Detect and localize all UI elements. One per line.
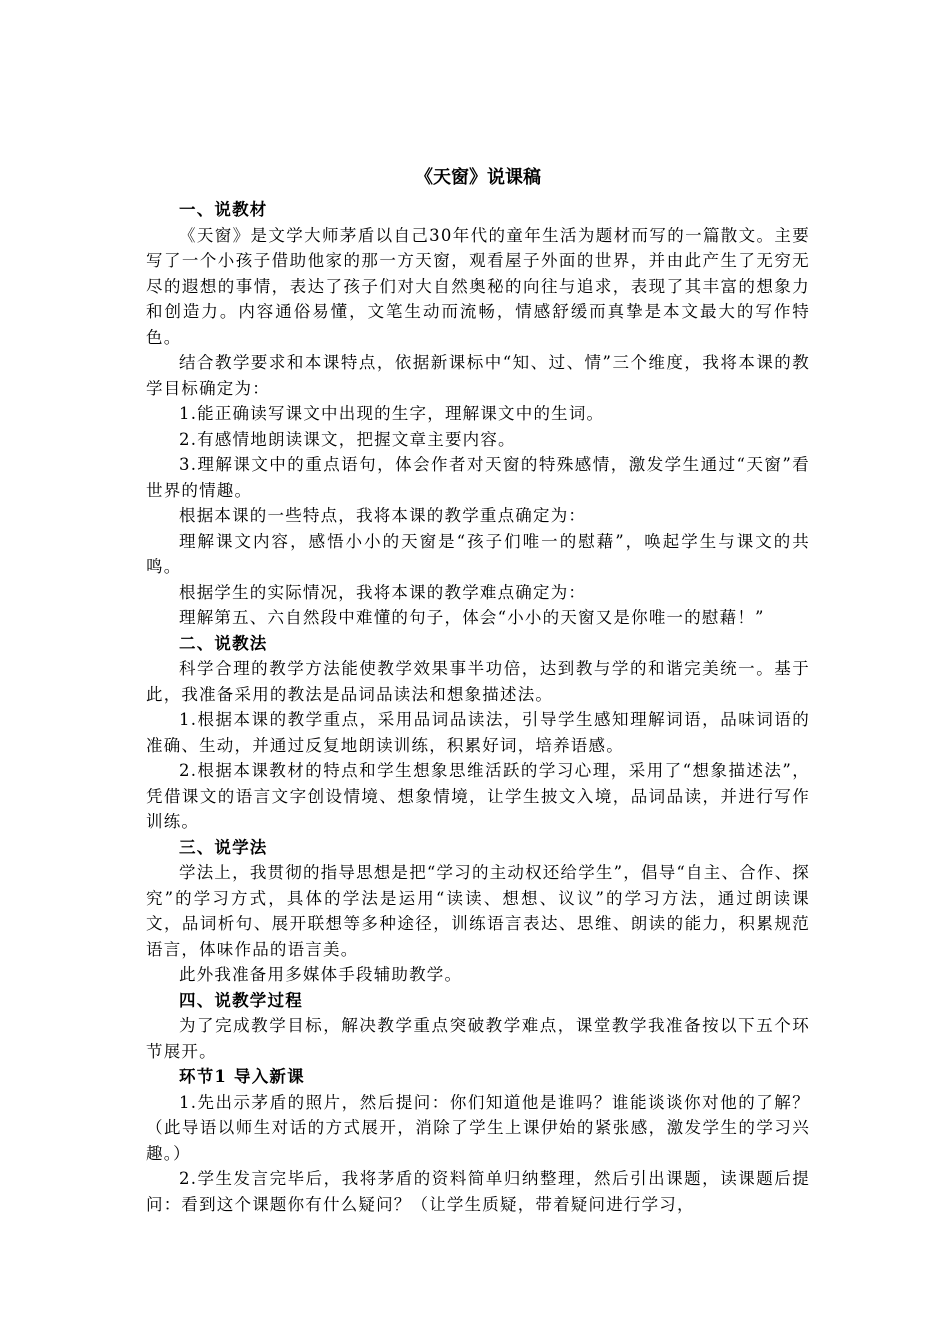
section-heading-shuo-jiaofa: 二、说教法 [179,633,268,653]
section-heading-shuo-jiaocai: 一、说教材 [179,200,268,219]
section-heading-shuo-xuefa: 三、说学法 [179,837,268,857]
paragraph: 学法上，我贯彻的指导思想是把“学习的主动权还给学生”，倡导“自主、合作、探究”的学习方式，具体的学法是运用“读读、想想、议议”的学习方法，通过朗读课文，品词析句、展开联想等多种途径，训练语言表达、思维、朗读的能力，积累规范语言，体味作品的语言美。 [146,863,810,959]
subsection-heading-step-1: 环节1 导入新课 [179,1067,305,1086]
step-item: 2.学生发言完毕后，我将茅盾的资料简单归纳整理，然后引出课题，读课题后提问：看到这个课题你有什么疑问？（让学生质疑，带着疑问进行学习， [146,1169,810,1214]
paragraph: 科学合理的教学方法能使教学效果事半功倍，达到教与学的和谐完美统一。基于此，我准备采用的教法是品词品读法和想象描述法。 [146,659,810,704]
paragraph: 理解课文内容，感悟小小的天窗是“孩子们唯一的慰藉”，唤起学生与课文的共鸣。 [146,531,810,576]
paragraph: 理解第五、六自然段中难懂的句子，体会“小小的天窗又是你唯一的慰藉！” [179,608,765,627]
method-item: 1.根据本课的教学重点，采用品词品读法，引导学生感知理解词语，品味词语的准确、生动，并通过反复地朗读训练，积累好词，培养语感。 [146,710,810,755]
paragraph: 此外我准备用多媒体手段辅助教学。 [179,965,463,984]
paragraph: 根据学生的实际情况，我将本课的教学难点确定为： [179,582,587,602]
paragraph: 为了完成教学目标，解决教学重点突破教学难点，课堂教学我准备按以下五个环节展开。 [146,1016,810,1061]
step-item: 1.先出示茅盾的照片，然后提问：你们知道他是谁吗？谁能谈谈你对他的了解？（此导语以师生对话的方式展开，消除了学生上课伊始的紧张感，激发学生的学习兴趣。） [146,1092,810,1163]
document-body [146,197,810,1217]
goal-item: 1.能正确读写课文中出现的生字，理解课文中的生词。 [179,404,605,423]
paragraph: 《天窗》是文学大师茅盾以自己30年代的童年生活为题材而写的一篇散文。主要写了一个小孩子借助他家的那一方天窗，观看屋子外面的世界，并由此产生了无穷无尽的遐想的事情，表达了孩子们对大自然奥秘的向往与追求，表现了其丰富的想象力和创造力。内容通俗易懂，文笔生动而流畅，情感舒缓而真挚是本文最大的写作特色。 [146,225,810,347]
goal-item: 3.理解课文中的重点语句，体会作者对天窗的特殊感情，激发学生通过“天窗”看世界的情趣。 [146,455,810,500]
section-heading-jiaoxue-guocheng: 四、说教学过程 [179,990,303,1010]
method-item: 2.根据本课教材的特点和学生想象思维活跃的学习心理，采用了“想象描述法”，凭借课文的语言文字创设情境、想象情境，让学生披文入境，品词品读，并进行写作训练。 [146,761,810,831]
paragraph: 根据本课的一些特点，我将本课的教学重点确定为： [179,506,587,525]
goal-item: 2.有感情地朗读课文，把握文章主要内容。 [179,429,516,449]
paragraph: 结合教学要求和本课特点，依据新课标中“知、过、情”三个维度，我将本课的教学目标确定为： [146,353,810,398]
document-title: 《天窗》说课稿 [415,167,541,188]
